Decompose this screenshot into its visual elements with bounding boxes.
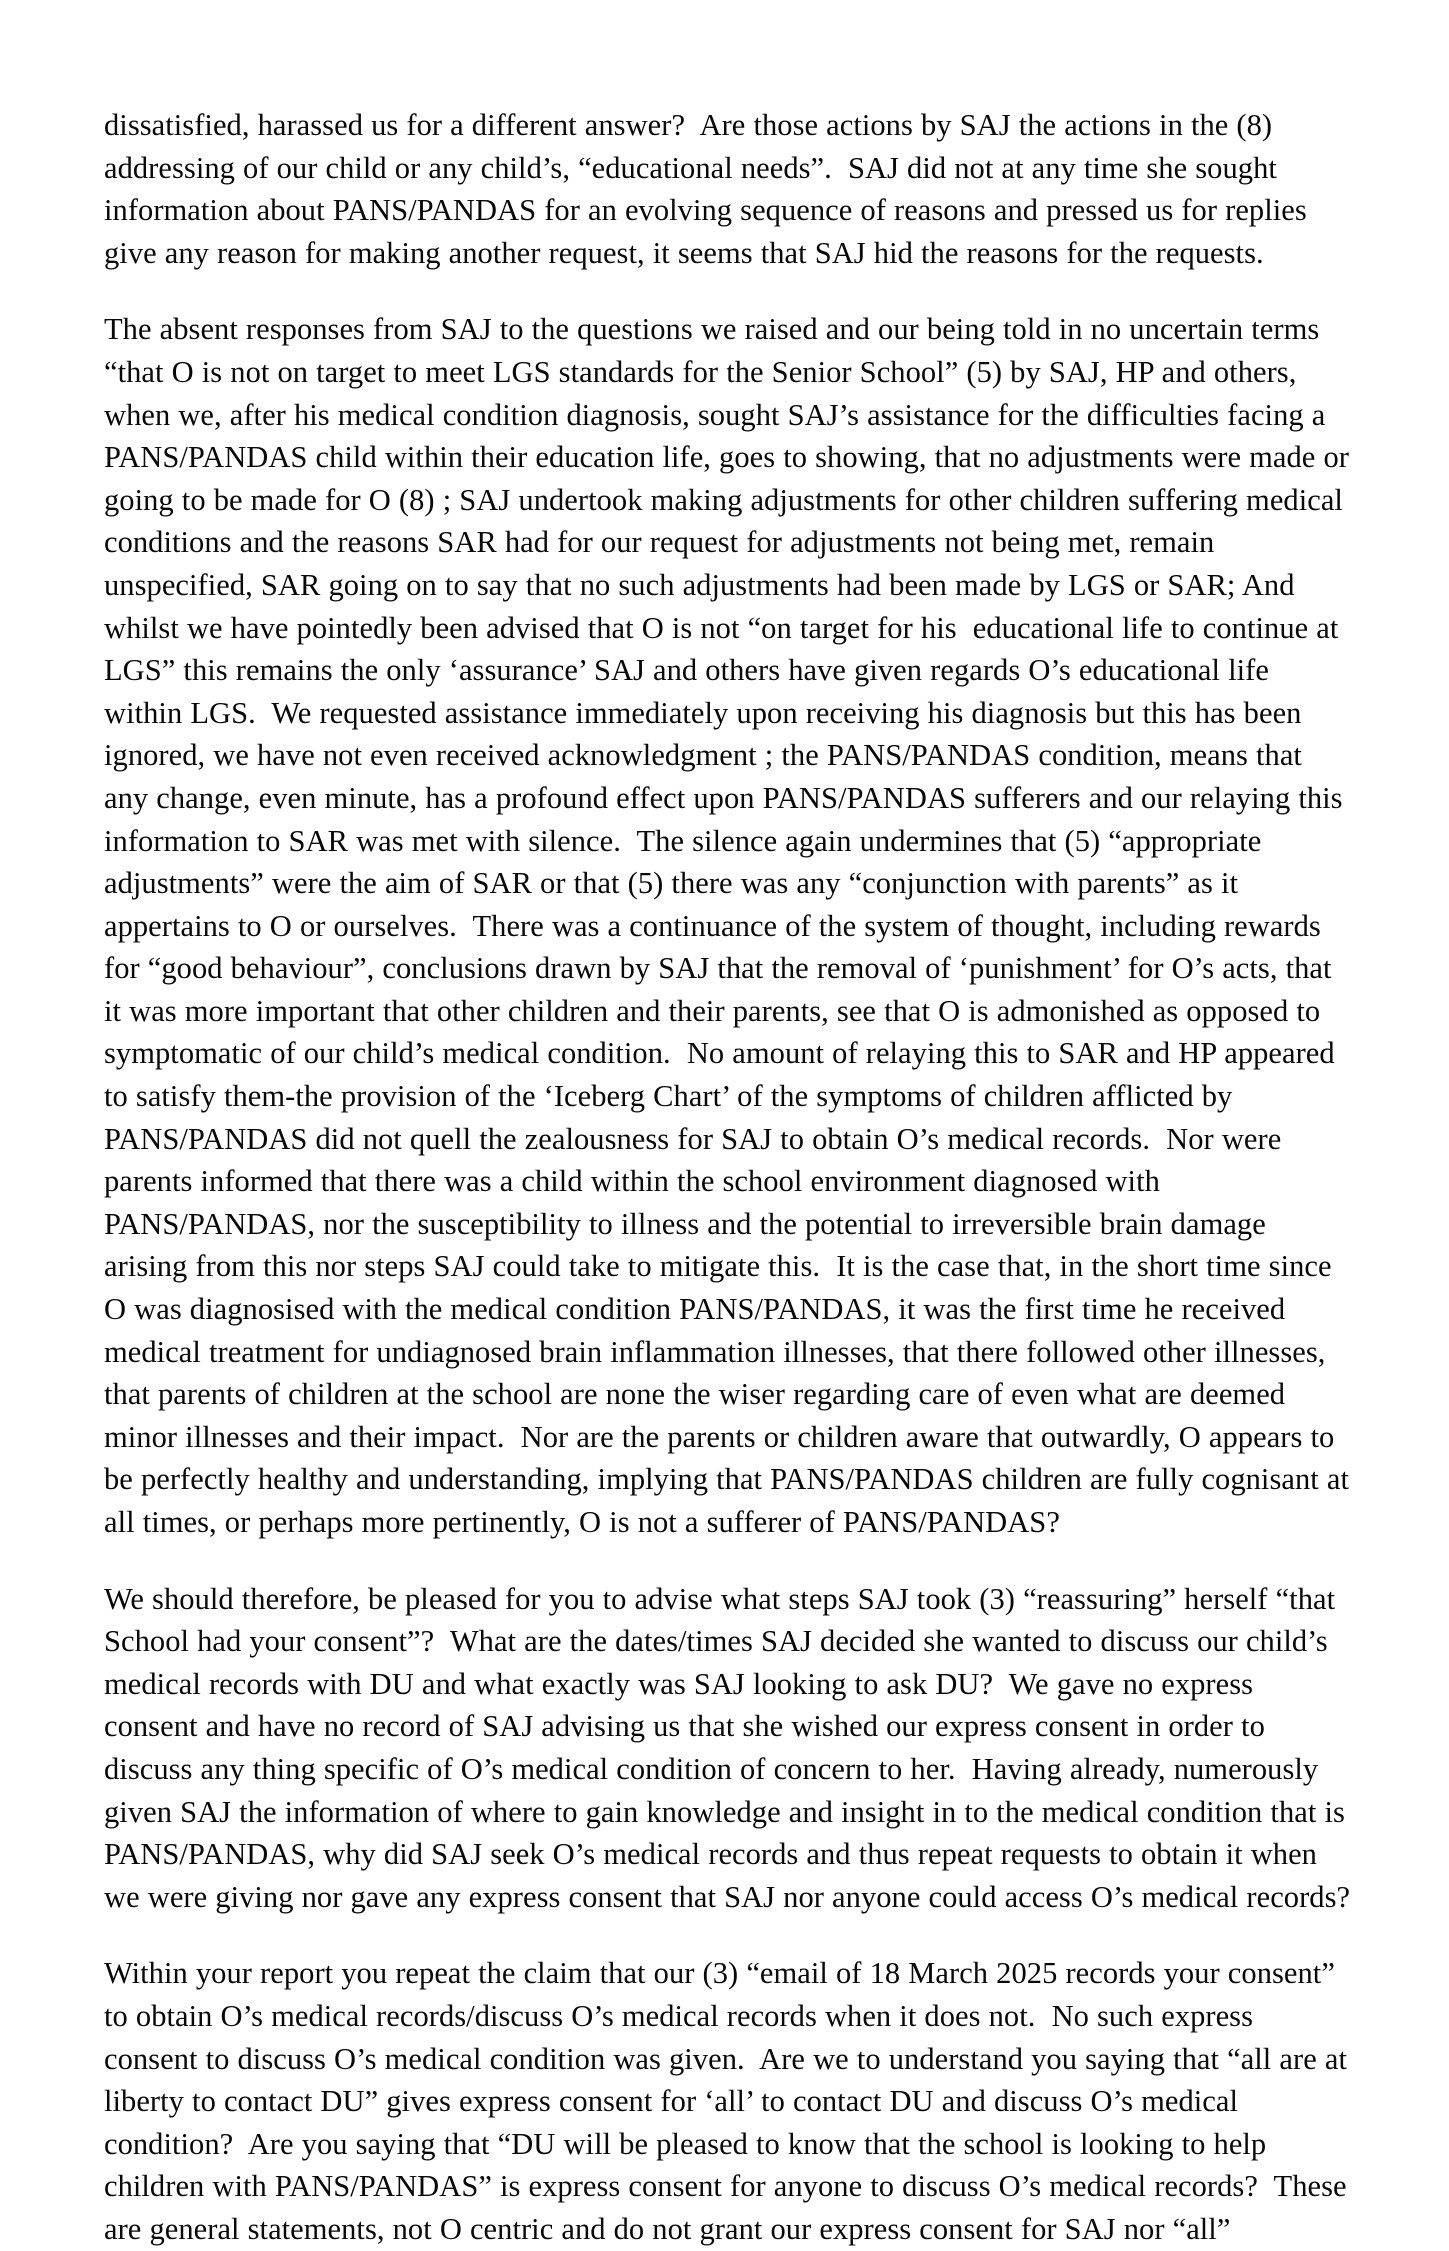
paragraph-3: We should therefore, be pleased for you to advise what steps SAJ took (3) “reassuring” herself “that School had your consent”? What are the dates/times SAJ decided she wanted to discuss our child’s medical records with DU and what exactly was SAJ looking to ask DU? We gave no express consent and have no record of SAJ advising us that she wished our express consent in order to discuss any thing specific of O’s medical condition of concern to her. Having already, numerously given SAJ the information of where to gain knowledge and insight in to the medical condition that is PANS/PANDAS, why did SAJ seek O’s medical records and thus repeat requests to obtain it when we were giving nor gave any express consent that SAJ nor anyone could access O’s medical records? bbox=[104, 1581, 1353, 1914]
paragraph-1: dissatisfied, harassed us for a different answer? Are those actions by SAJ the actions in the (8) addressing of our child or any child’s, “educational needs”. SAJ did not at any time she sought information about PANS/PANDAS for an evolving sequence of reasons and pressed us for replies give any reason for making another request, it seems that SAJ hid the reasons for the requests. bbox=[104, 108, 1315, 270]
paragraph-4: Within your report you repeat the claim that our (3) “email of 18 March 2025 records your consent” to obtain O’s medical records/discuss O’s medical records when it does not. No such express consent to discuss O’s medical condition was given. Are we to understand you saying that “all are at liberty to contact DU” gives express consent for ‘all’ to contact DU and discuss O’s medical condition? Are you saying that “DU will be pleased to know that the school is looking to help children with PANS/PANDAS” is express consent for anyone to discuss O’s medical records? These are general statements, not O centric and do not grant our express consent for SAJ nor “all” bbox=[104, 1956, 1356, 2246]
document-body bbox=[104, 104, 1358, 2251]
paragraph-2: The absent responses from SAJ to the questions we raised and our being told in no uncertain terms “that O is not on target to meet LGS standards for the Senior School” (5) by SAJ, HP and others, when we, after his medical condition diagnosis, sought SAJ’s assistance for the difficulties facing a PANS/PANDAS child within their education life, goes to showing, that no adjustments were made or going to be made for O (8) ; SAJ undertook making adjustments for other children suffering medical conditions and the reasons SAR had for our request for adjustments not being met, remain unspecified, SAR going on to say that no such adjustments had been made by LGS or SAR; And whilst we have pointedly been advised that O is not “on target for his educational life to continue at LGS” this remains the only ‘assurance’ SAJ and others have given regards O’s educational life within LGS. We requested assistance immediately upon receiving his diagnosis but this has been ignored, we have not even received acknowledgment ; the PANS/PANDAS condition, means that any change, even minute, has a profound effect upon PANS/PANDAS sufferers and our relaying this information to SAR was met with silence. The silence again undermines that (5) “appropriate adjustments” were the aim of SAR or that (5) there was any “conjunction with parents” as it appertains to O or ourselves. There was a continuance of the system of thought, including rewards for “good behaviour”, conclusions drawn by SAJ that the removal of ‘punishment’ for O’s acts, that it was more important that other children and their parents, see that O is admonished as opposed to symptomatic of our child’s medical condition. No amount of relaying this to SAR and HP appeared to satisfy them-the provision of the ‘Iceberg Chart’ of the symptoms of children afflicted by PANS/PANDAS did not quell the zealousness for SAJ to obtain O’s medical records. Nor were parents informed that there was a child within the school environment diagnosed with PANS/PANDAS, nor the susceptibility to illness and the potential to irreversible brain damage arising from this nor steps SAJ could take to mitigate this. It is the case that, in the short time since O was diagnosised with the medical condition PANS/PANDAS, it was the first time he received medical treatment for undiagnosed brain inflammation illnesses, that there followed other illnesses, that parents of children at the school are none the wiser regarding care of even what are deemed minor illnesses and their impact. Nor are the parents or children aware that outwardly, O appears to be perfectly healthy and understanding, implying that PANS/PANDAS children are fully cognisant at all times, or perhaps more pertinently, O is not a sufferer of PANS/PANDAS? bbox=[104, 312, 1358, 1539]
